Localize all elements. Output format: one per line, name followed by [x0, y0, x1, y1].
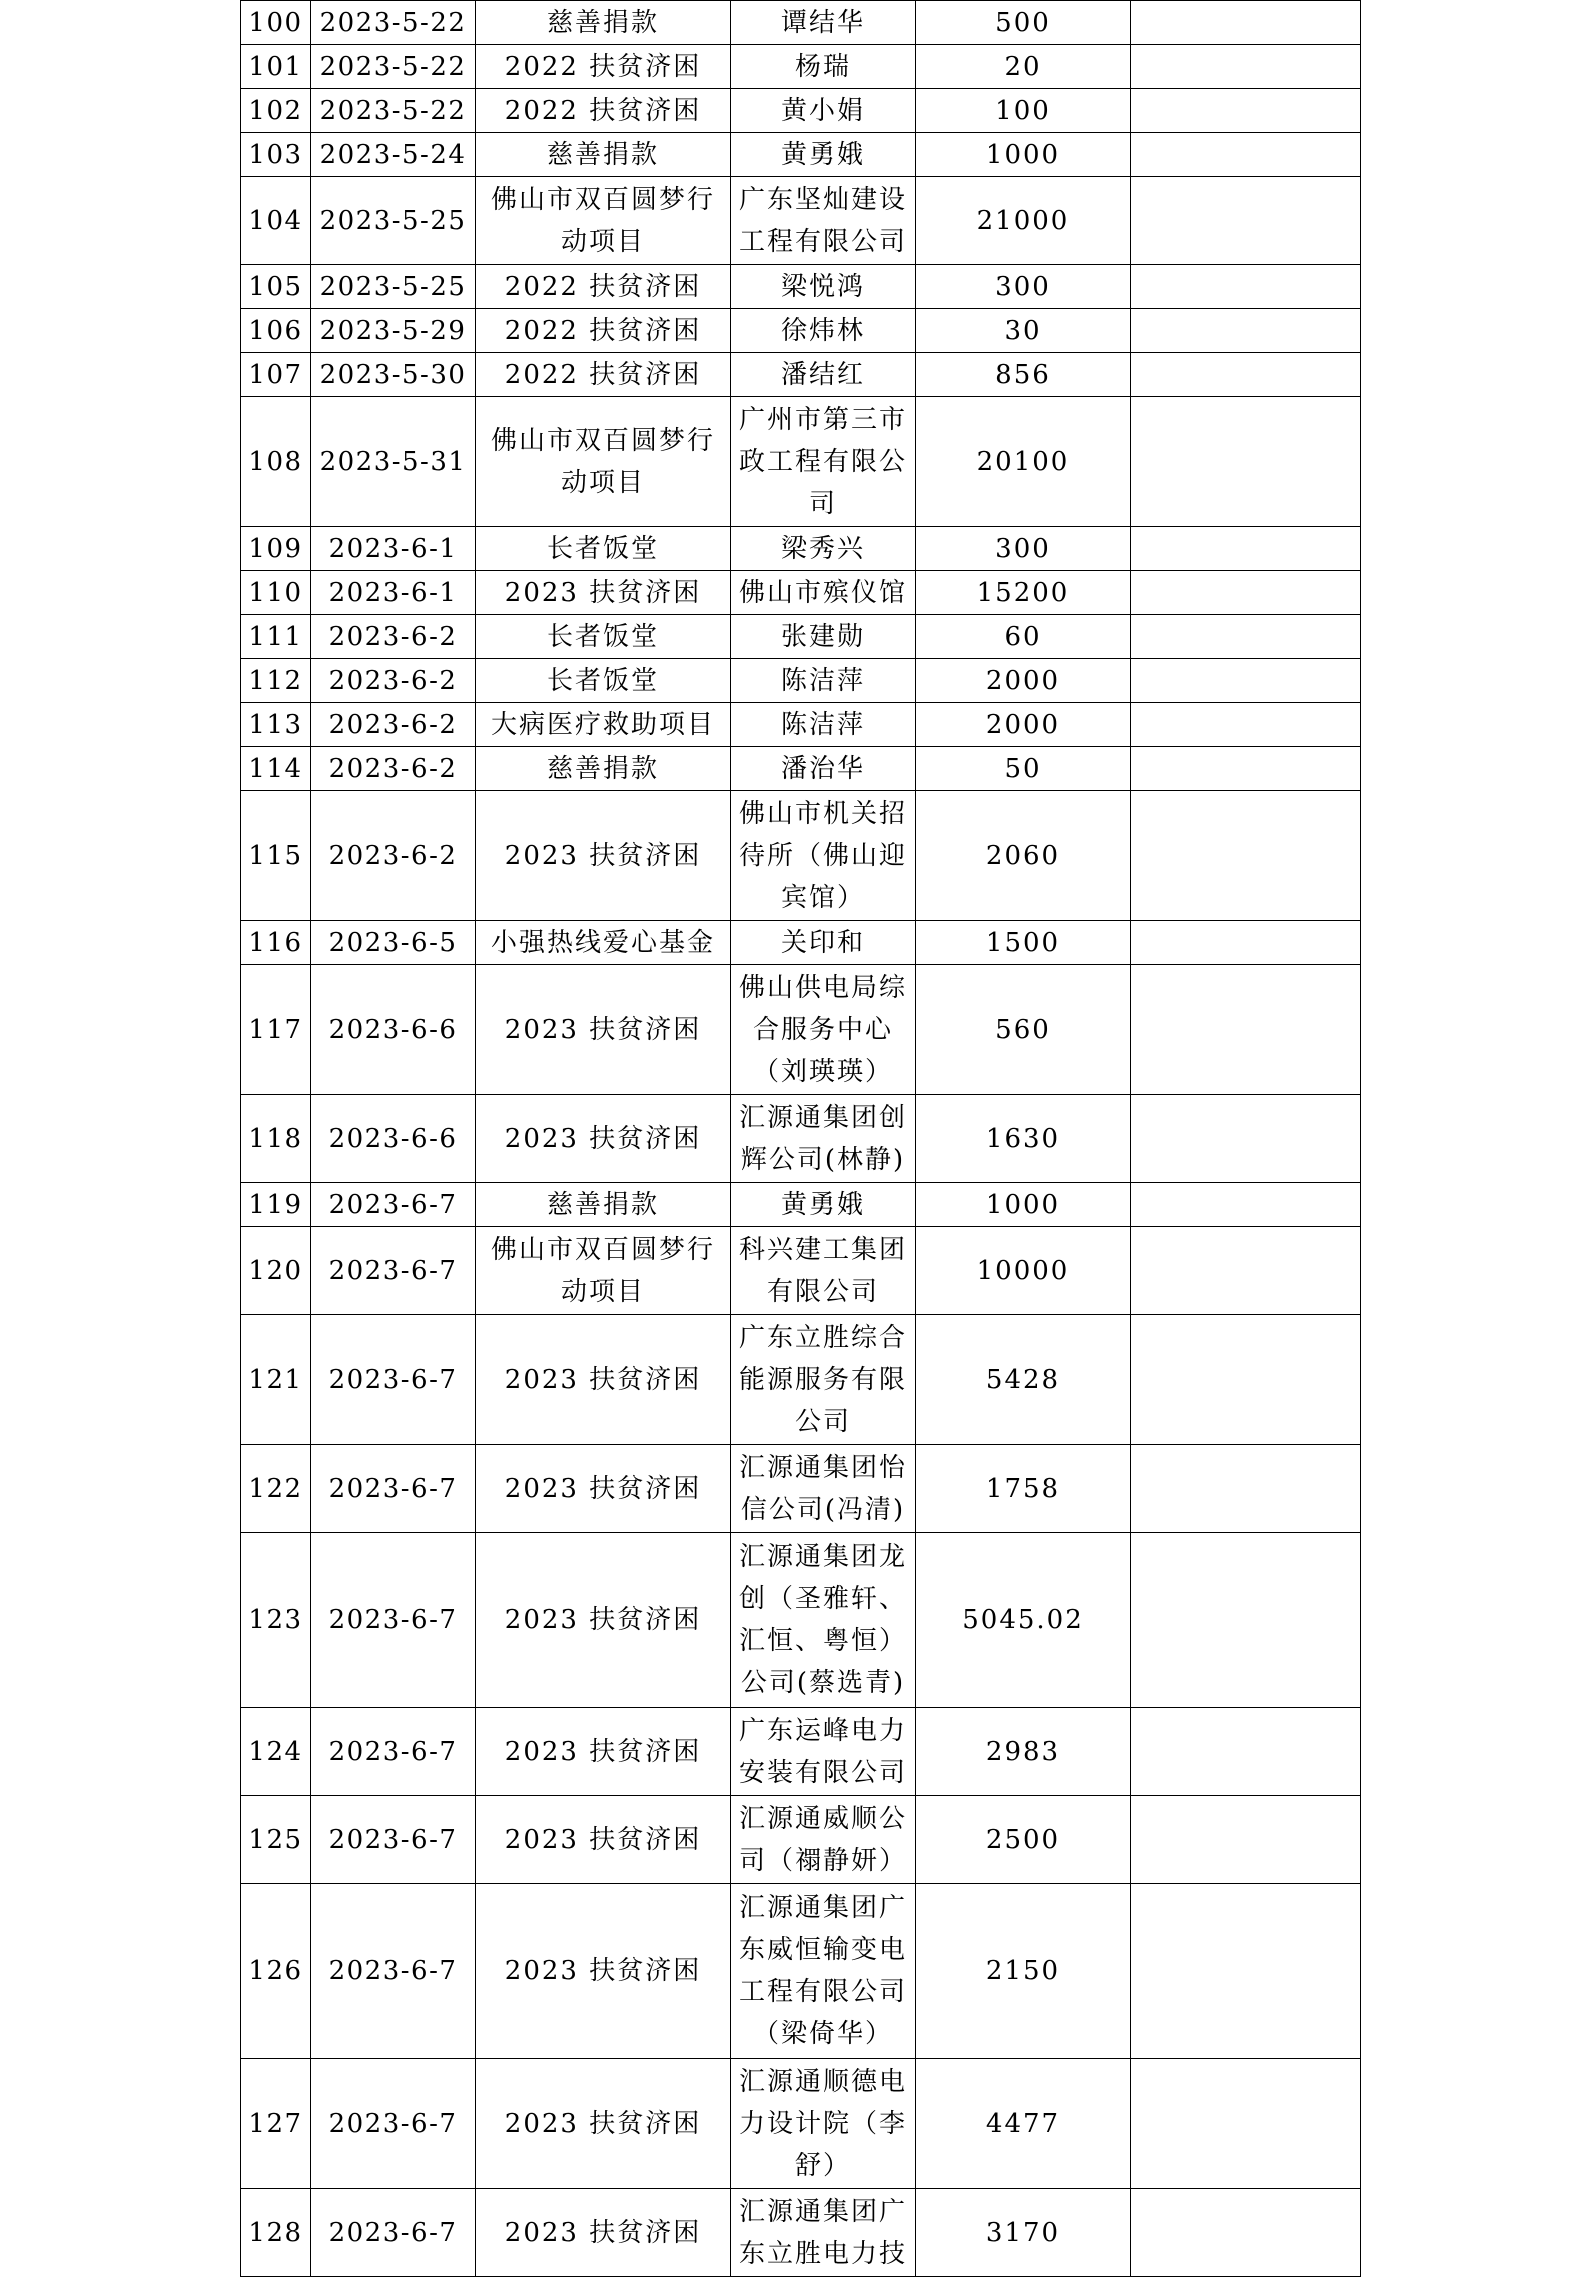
cell-donor: 黄小娟 — [731, 89, 916, 133]
cell-date: 2023-6-7 — [311, 1884, 476, 2059]
table-row — [241, 1315, 1361, 1445]
cell-donor: 梁悦鸿 — [731, 265, 916, 309]
cell-date: 2023-6-1 — [311, 527, 476, 571]
cell-remark — [1131, 45, 1361, 89]
cell-remark — [1131, 1445, 1361, 1533]
cell-project: 2022 扶贫济困 — [476, 89, 731, 133]
cell-number: 115 — [241, 791, 311, 921]
cell-donor: 汇源通集团广东立胜电力技 — [731, 2189, 916, 2277]
cell-amount: 300 — [916, 265, 1131, 309]
cell-project: 2023 扶贫济困 — [476, 1708, 731, 1796]
table-row — [241, 921, 1361, 965]
cell-amount: 20100 — [916, 397, 1131, 527]
cell-number: 124 — [241, 1708, 311, 1796]
cell-amount: 5428 — [916, 1315, 1131, 1445]
cell-project: 2023 扶贫济困 — [476, 965, 731, 1095]
cell-amount: 1500 — [916, 921, 1131, 965]
cell-amount: 2000 — [916, 659, 1131, 703]
cell-amount: 856 — [916, 353, 1131, 397]
table-row — [241, 1445, 1361, 1533]
table-row — [241, 747, 1361, 791]
cell-date: 2023-6-7 — [311, 1315, 476, 1445]
cell-amount: 10000 — [916, 1227, 1131, 1315]
cell-amount: 4477 — [916, 2059, 1131, 2189]
cell-number: 103 — [241, 133, 311, 177]
table-row — [241, 2059, 1361, 2189]
cell-remark — [1131, 1227, 1361, 1315]
cell-amount: 560 — [916, 965, 1131, 1095]
cell-project: 长者饭堂 — [476, 527, 731, 571]
cell-date: 2023-6-7 — [311, 2189, 476, 2277]
cell-donor: 汇源通集团广东威恒输变电工程有限公司（梁倚华） — [731, 1884, 916, 2059]
cell-number: 126 — [241, 1884, 311, 2059]
cell-amount: 21000 — [916, 177, 1131, 265]
cell-remark — [1131, 921, 1361, 965]
cell-donor: 汇源通顺德电力设计院（李舒） — [731, 2059, 916, 2189]
cell-donor: 科兴建工集团有限公司 — [731, 1227, 916, 1315]
cell-number: 107 — [241, 353, 311, 397]
cell-date: 2023-6-7 — [311, 2059, 476, 2189]
cell-donor: 佛山供电局综合服务中心（刘瑛瑛） — [731, 965, 916, 1095]
cell-number: 106 — [241, 309, 311, 353]
cell-amount: 2000 — [916, 703, 1131, 747]
cell-amount: 50 — [916, 747, 1131, 791]
cell-amount: 1000 — [916, 133, 1131, 177]
table-row — [241, 571, 1361, 615]
cell-project: 2023 扶贫济困 — [476, 1796, 731, 1884]
cell-remark — [1131, 1708, 1361, 1796]
cell-date: 2023-6-7 — [311, 1796, 476, 1884]
cell-remark — [1131, 747, 1361, 791]
cell-donor: 关印和 — [731, 921, 916, 965]
cell-number: 120 — [241, 1227, 311, 1315]
table-row — [241, 397, 1361, 527]
cell-remark — [1131, 1, 1361, 45]
cell-number: 127 — [241, 2059, 311, 2189]
cell-number: 114 — [241, 747, 311, 791]
cell-date: 2023-6-2 — [311, 659, 476, 703]
cell-project: 2022 扶贫济困 — [476, 353, 731, 397]
cell-amount: 2983 — [916, 1708, 1131, 1796]
cell-project: 2023 扶贫济困 — [476, 571, 731, 615]
table-row — [241, 89, 1361, 133]
cell-number: 112 — [241, 659, 311, 703]
cell-remark — [1131, 89, 1361, 133]
table-row — [241, 1183, 1361, 1227]
table-row — [241, 265, 1361, 309]
cell-date: 2023-6-7 — [311, 1445, 476, 1533]
table-row — [241, 1708, 1361, 1796]
cell-remark — [1131, 965, 1361, 1095]
cell-project: 2023 扶贫济困 — [476, 1884, 731, 2059]
cell-amount: 300 — [916, 527, 1131, 571]
cell-donor: 张建勋 — [731, 615, 916, 659]
cell-date: 2023-6-2 — [311, 703, 476, 747]
cell-donor: 徐炜林 — [731, 309, 916, 353]
cell-remark — [1131, 703, 1361, 747]
cell-donor: 广东运峰电力安装有限公司 — [731, 1708, 916, 1796]
cell-amount: 3170 — [916, 2189, 1131, 2277]
table-row — [241, 527, 1361, 571]
cell-project: 慈善捐款 — [476, 1, 731, 45]
cell-remark — [1131, 2059, 1361, 2189]
cell-project: 佛山市双百圆梦行动项目 — [476, 177, 731, 265]
cell-project: 长者饭堂 — [476, 615, 731, 659]
cell-donor: 广州市第三市政工程有限公司 — [731, 397, 916, 527]
cell-project: 佛山市双百圆梦行动项目 — [476, 397, 731, 527]
cell-number: 125 — [241, 1796, 311, 1884]
cell-number: 102 — [241, 89, 311, 133]
cell-number: 128 — [241, 2189, 311, 2277]
cell-amount: 30 — [916, 309, 1131, 353]
cell-number: 123 — [241, 1533, 311, 1708]
cell-date: 2023-5-30 — [311, 353, 476, 397]
cell-donor: 汇源通威顺公司（禤静妍） — [731, 1796, 916, 1884]
cell-project: 2022 扶贫济困 — [476, 309, 731, 353]
cell-number: 111 — [241, 615, 311, 659]
cell-project: 慈善捐款 — [476, 133, 731, 177]
table-body — [241, 1, 1361, 2277]
cell-date: 2023-6-2 — [311, 615, 476, 659]
cell-remark — [1131, 397, 1361, 527]
cell-remark — [1131, 527, 1361, 571]
cell-date: 2023-6-2 — [311, 747, 476, 791]
cell-number: 104 — [241, 177, 311, 265]
cell-date: 2023-6-1 — [311, 571, 476, 615]
table-row — [241, 45, 1361, 89]
cell-date: 2023-5-22 — [311, 45, 476, 89]
table-row — [241, 177, 1361, 265]
cell-number: 100 — [241, 1, 311, 45]
cell-remark — [1131, 615, 1361, 659]
cell-donor: 广东立胜综合能源服务有限公司 — [731, 1315, 916, 1445]
cell-number: 110 — [241, 571, 311, 615]
cell-donor: 梁秀兴 — [731, 527, 916, 571]
cell-amount: 5045.02 — [916, 1533, 1131, 1708]
cell-remark — [1131, 1183, 1361, 1227]
table-row — [241, 1227, 1361, 1315]
cell-project: 2022 扶贫济困 — [476, 265, 731, 309]
cell-date: 2023-6-6 — [311, 965, 476, 1095]
cell-number: 121 — [241, 1315, 311, 1445]
cell-remark — [1131, 571, 1361, 615]
cell-number: 109 — [241, 527, 311, 571]
cell-donor: 佛山市殡仪馆 — [731, 571, 916, 615]
cell-donor: 陈洁萍 — [731, 703, 916, 747]
cell-date: 2023-5-31 — [311, 397, 476, 527]
cell-donor: 汇源通集团怡信公司(冯清) — [731, 1445, 916, 1533]
cell-remark — [1131, 309, 1361, 353]
cell-date: 2023-6-7 — [311, 1533, 476, 1708]
cell-project: 2023 扶贫济困 — [476, 2189, 731, 2277]
cell-project: 2023 扶贫济困 — [476, 1095, 731, 1183]
cell-amount: 1630 — [916, 1095, 1131, 1183]
cell-date: 2023-5-22 — [311, 1, 476, 45]
cell-project: 小强热线爱心基金 — [476, 921, 731, 965]
cell-remark — [1131, 1315, 1361, 1445]
donation-table — [240, 0, 1361, 2277]
cell-date: 2023-6-6 — [311, 1095, 476, 1183]
cell-remark — [1131, 791, 1361, 921]
cell-project: 大病医疗救助项目 — [476, 703, 731, 747]
cell-donor: 佛山市机关招待所（佛山迎宾馆） — [731, 791, 916, 921]
cell-date: 2023-5-25 — [311, 177, 476, 265]
cell-project: 2023 扶贫济困 — [476, 2059, 731, 2189]
cell-project: 2023 扶贫济困 — [476, 1315, 731, 1445]
cell-number: 108 — [241, 397, 311, 527]
table-row — [241, 703, 1361, 747]
cell-project: 2022 扶贫济困 — [476, 45, 731, 89]
table-row — [241, 1796, 1361, 1884]
cell-donor: 杨瑞 — [731, 45, 916, 89]
cell-remark — [1131, 177, 1361, 265]
cell-remark — [1131, 1533, 1361, 1708]
cell-number: 119 — [241, 1183, 311, 1227]
cell-remark — [1131, 133, 1361, 177]
cell-number: 113 — [241, 703, 311, 747]
table-row — [241, 1095, 1361, 1183]
cell-date: 2023-5-24 — [311, 133, 476, 177]
cell-amount: 2500 — [916, 1796, 1131, 1884]
cell-donor: 陈洁萍 — [731, 659, 916, 703]
cell-amount: 2150 — [916, 1884, 1131, 2059]
cell-project: 慈善捐款 — [476, 1183, 731, 1227]
table-row — [241, 659, 1361, 703]
cell-date: 2023-6-2 — [311, 791, 476, 921]
cell-donor: 黄勇娥 — [731, 1183, 916, 1227]
cell-amount: 20 — [916, 45, 1131, 89]
table-row — [241, 1533, 1361, 1708]
cell-amount: 60 — [916, 615, 1131, 659]
cell-date: 2023-6-7 — [311, 1183, 476, 1227]
cell-date: 2023-5-29 — [311, 309, 476, 353]
cell-remark — [1131, 659, 1361, 703]
cell-project: 慈善捐款 — [476, 747, 731, 791]
table-row — [241, 2189, 1361, 2277]
cell-date: 2023-5-25 — [311, 265, 476, 309]
cell-amount: 1758 — [916, 1445, 1131, 1533]
cell-number: 122 — [241, 1445, 311, 1533]
cell-number: 116 — [241, 921, 311, 965]
cell-date: 2023-6-5 — [311, 921, 476, 965]
cell-number: 105 — [241, 265, 311, 309]
cell-project: 2023 扶贫济困 — [476, 1533, 731, 1708]
table-row — [241, 1884, 1361, 2059]
cell-date: 2023-6-7 — [311, 1227, 476, 1315]
cell-amount: 15200 — [916, 571, 1131, 615]
cell-donor: 潘结红 — [731, 353, 916, 397]
cell-number: 101 — [241, 45, 311, 89]
cell-amount: 100 — [916, 89, 1131, 133]
cell-donor: 汇源通集团龙创（圣雅轩、汇恒、粤恒）公司(蔡选青) — [731, 1533, 916, 1708]
cell-remark — [1131, 265, 1361, 309]
cell-donor: 广东坚灿建设工程有限公司 — [731, 177, 916, 265]
table-row — [241, 353, 1361, 397]
cell-remark — [1131, 2189, 1361, 2277]
cell-amount: 500 — [916, 1, 1131, 45]
cell-donor: 汇源通集团创辉公司(林静) — [731, 1095, 916, 1183]
cell-donor: 谭结华 — [731, 1, 916, 45]
cell-amount: 2060 — [916, 791, 1131, 921]
cell-remark — [1131, 1796, 1361, 1884]
cell-number: 117 — [241, 965, 311, 1095]
cell-donor: 潘治华 — [731, 747, 916, 791]
table-row — [241, 615, 1361, 659]
table-row — [241, 1, 1361, 45]
cell-project: 长者饭堂 — [476, 659, 731, 703]
table-row — [241, 133, 1361, 177]
cell-remark — [1131, 1884, 1361, 2059]
table-row — [241, 965, 1361, 1095]
cell-project: 2023 扶贫济困 — [476, 1445, 731, 1533]
cell-date: 2023-5-22 — [311, 89, 476, 133]
cell-donor: 黄勇娥 — [731, 133, 916, 177]
table-row — [241, 791, 1361, 921]
cell-remark — [1131, 353, 1361, 397]
cell-number: 118 — [241, 1095, 311, 1183]
cell-project: 佛山市双百圆梦行动项目 — [476, 1227, 731, 1315]
table-row — [241, 309, 1361, 353]
cell-amount: 1000 — [916, 1183, 1131, 1227]
cell-remark — [1131, 1095, 1361, 1183]
cell-date: 2023-6-7 — [311, 1708, 476, 1796]
cell-project: 2023 扶贫济困 — [476, 791, 731, 921]
